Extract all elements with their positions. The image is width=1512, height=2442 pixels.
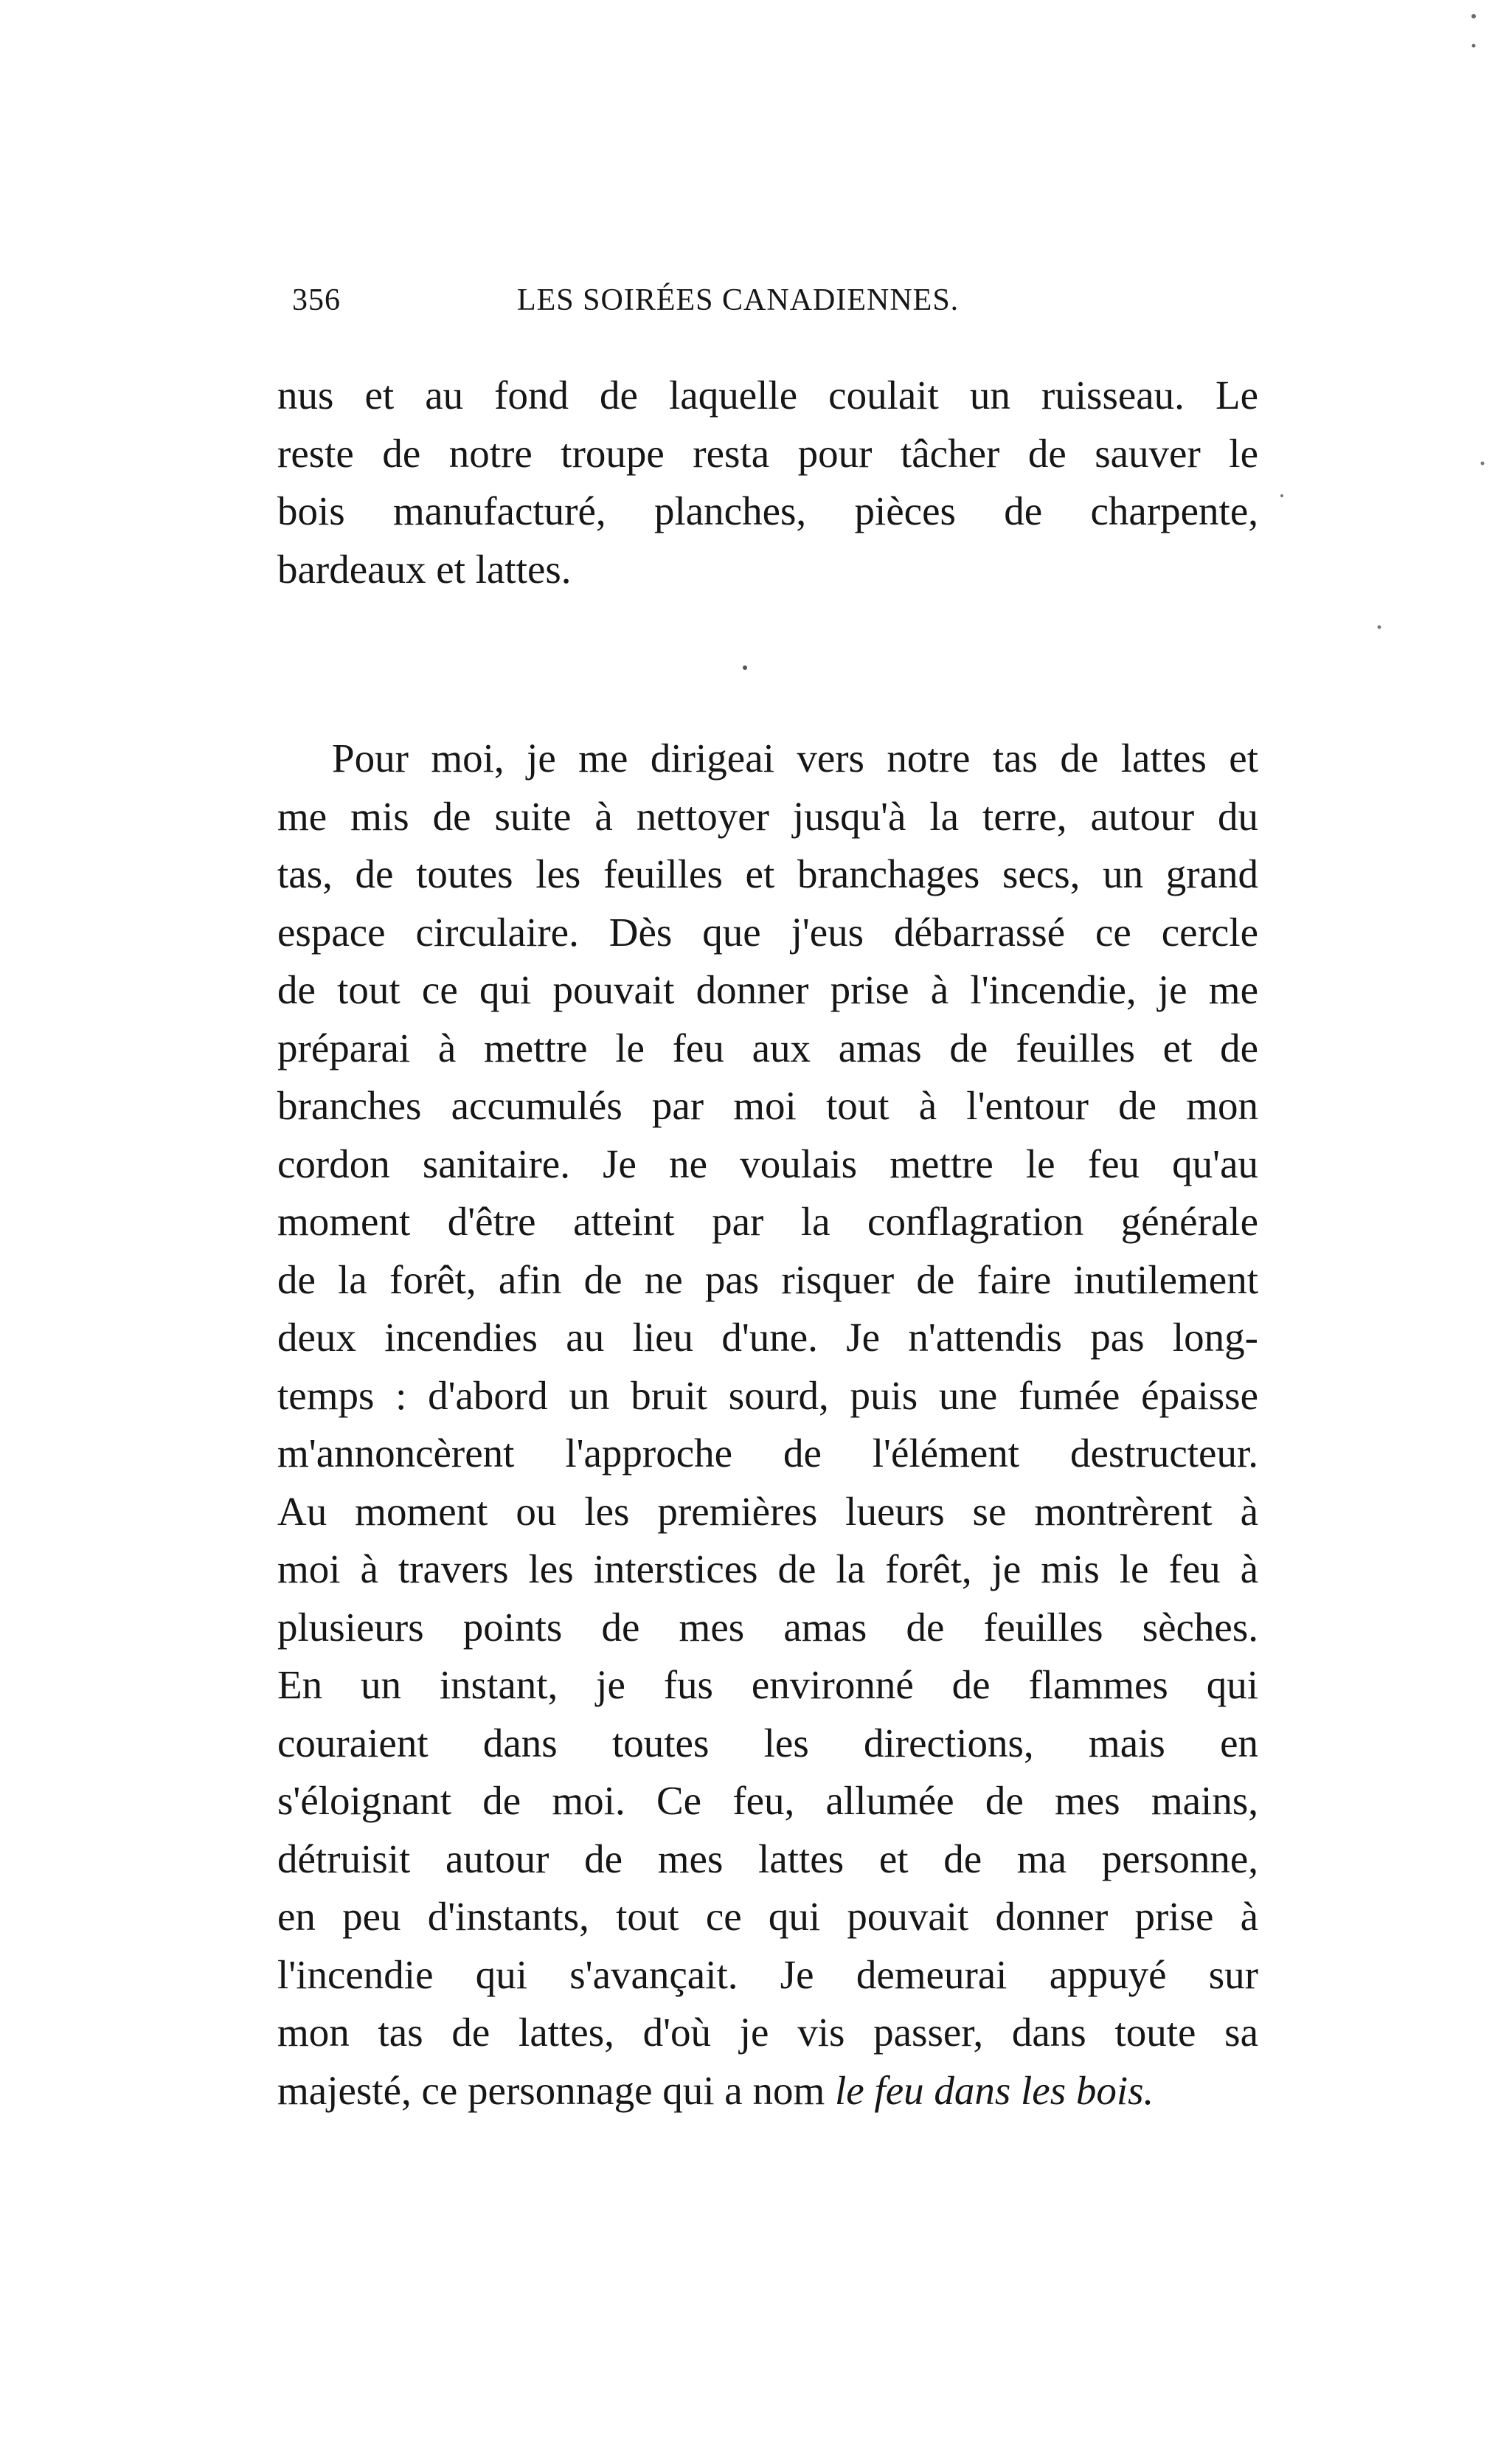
text-line: tas, de toutes les feuilles et branchages secs, un grand [277, 851, 1258, 896]
text-line: plusieurs points de mes amas de feuilles sèches. [277, 1604, 1258, 1650]
text-line: deux incendies au lieu d'une. Je n'attendis pas long- [277, 1315, 1258, 1360]
speck [1280, 494, 1283, 497]
text-line: préparai à mettre le feu aux amas de feuilles et de [277, 1025, 1258, 1070]
text-line: En un instant, je fus environné de flammes qui [277, 1662, 1258, 1707]
text-line: de tout ce qui pouvait donner prise à l'incendie, je me [277, 967, 1258, 1012]
text-line: en peu d'instants, tout ce qui pouvait donner prise à [277, 1894, 1258, 1939]
text-line: de la forêt, afin de ne pas risquer de faire inutilement [277, 1256, 1258, 1302]
text-line: Au moment ou les premières lueurs se montrèrent à [277, 1488, 1258, 1534]
text-line: bois manufacturé, planches, pièces de charpente, [277, 488, 1258, 533]
page-number: 356 [292, 283, 341, 317]
text-line: branches accumulés par moi tout à l'entour de mon [277, 1083, 1258, 1128]
text-line: détruisit autour de mes lattes et de ma personne, [277, 1836, 1258, 1881]
final-line-roman: majesté, ce personnage qui a nom [277, 2067, 835, 2113]
text-line: temps : d'abord un bruit sourd, puis une fumée épaisse [277, 1372, 1258, 1418]
text-line: moi à travers les interstices de la forêt, je mis le feu à [277, 1546, 1258, 1591]
speck [743, 665, 747, 670]
text-line: s'éloignant de moi. Ce feu, allumée de mes mains, [277, 1778, 1258, 1823]
text-line: m'annoncèrent l'approche de l'élément destructeur. [277, 1431, 1258, 1476]
text-line: reste de notre troupe resta pour tâcher de sauver le [277, 430, 1258, 476]
text-line: bardeaux et lattes. [277, 546, 572, 592]
text-line: moment d'être atteint par la conflagration générale [277, 1199, 1258, 1244]
text-line: cordon sanitaire. Je ne voulais mettre le feu qu'au [277, 1141, 1258, 1186]
text-line: Pour moi, je me dirigeai vers notre tas de lattes et [332, 736, 1258, 781]
speck [1471, 14, 1476, 18]
text-line: me mis de suite à nettoyer jusqu'à la terre, autour du [277, 793, 1258, 839]
speck [1378, 626, 1381, 629]
text-line: l'incendie qui s'avançait. Je demeurai appuyé sur [277, 1951, 1258, 1997]
running-title: LES SOIRÉES CANADIENNES. [517, 283, 960, 317]
text-line: nus et au fond de laquelle coulait un ruisseau. Le [277, 373, 1258, 418]
text-line: mon tas de lattes, d'où je vis passer, dans toute sa [277, 2010, 1258, 2055]
text-line: couraient dans toutes les directions, mais en [277, 1720, 1258, 1765]
text-line: espace circulaire. Dès que j'eus débarrassé ce cercle [277, 909, 1258, 955]
speck [1481, 462, 1485, 466]
speck [1472, 44, 1476, 48]
final-line-italic: le feu dans les bois. [834, 2067, 1154, 2113]
